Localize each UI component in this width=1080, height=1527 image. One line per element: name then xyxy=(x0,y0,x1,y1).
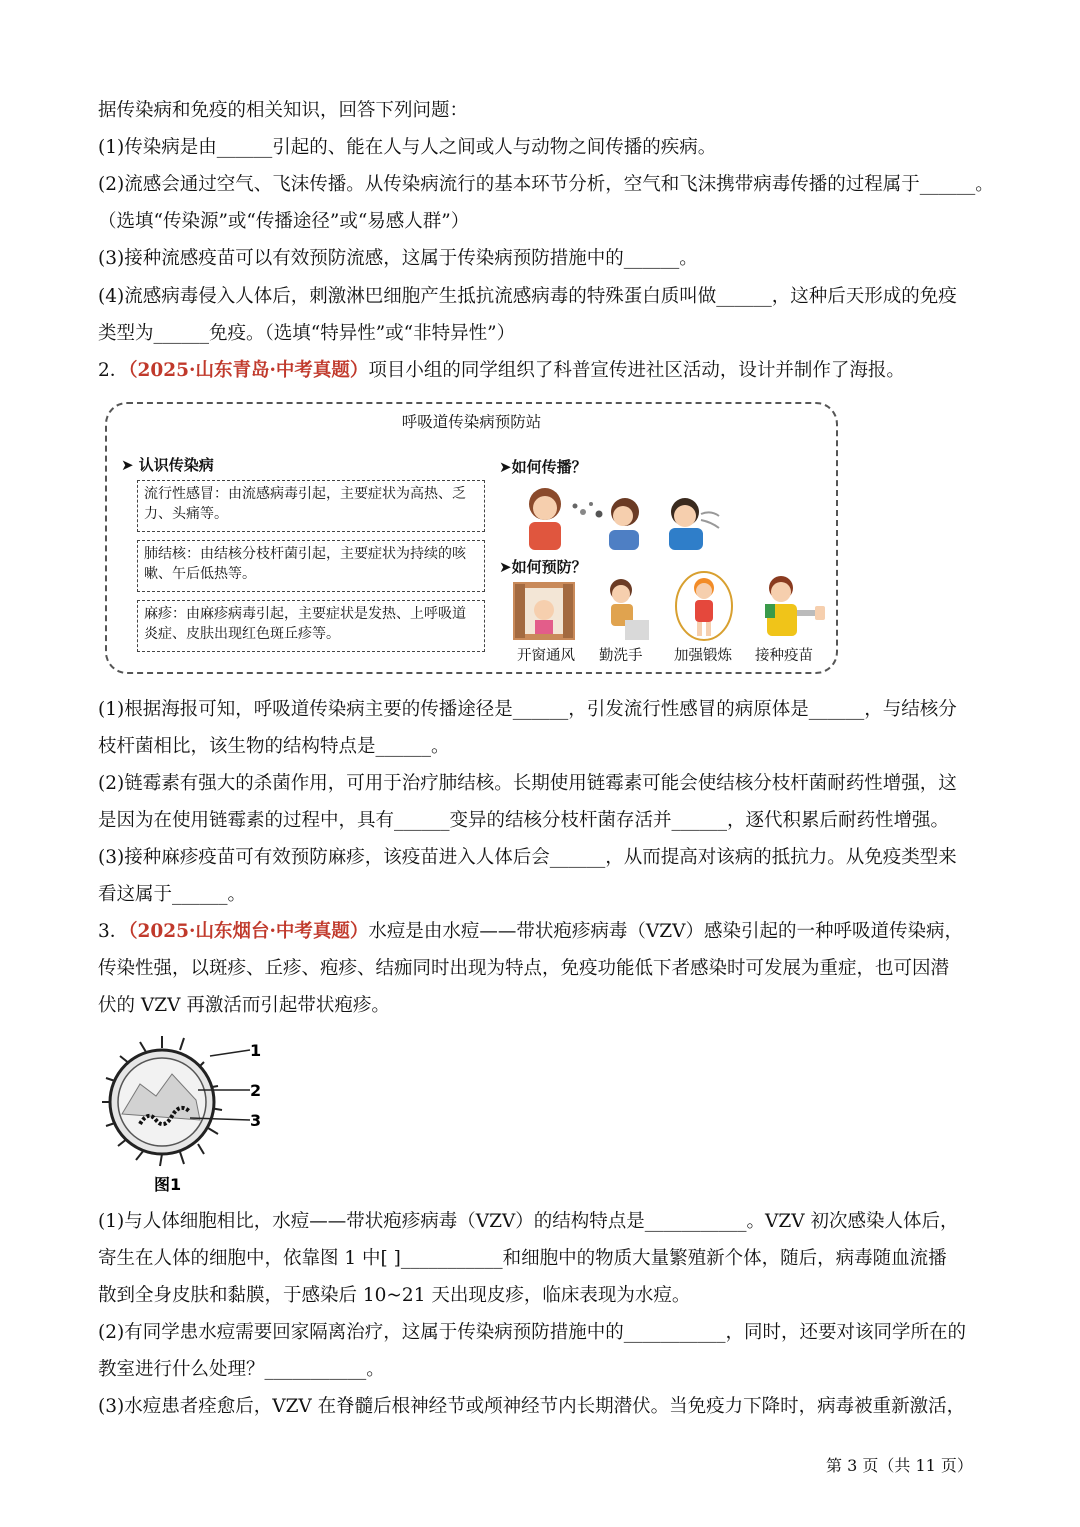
virus-label-1: 1 xyxy=(250,1041,262,1060)
q2-sub2b: 是因为在使用链霉素的过程中，具有______变异的结核分枝杆菌存活并______，逐代积累后耐药性增强。 xyxy=(98,810,950,831)
q2-sub1b: 枝杆菌相比，该生物的结构特点是______。 xyxy=(98,736,450,757)
q3-stem-c: 伏的 VZV 再激活而引起带状疱疹。 xyxy=(98,995,390,1016)
q2-sub3b: 看这属于______。 xyxy=(98,884,247,905)
q3-sub1b: 寄生在人体的细胞中，依靠图 1 中[ ]___________和细胞中的物质大量繁殖新个体，随后，病毒随血流播 xyxy=(98,1248,947,1269)
q3-sub1a: (1)与人体细胞相比，水痘——带状疱疹病毒（VZV）的结构特点是___________。VZV 初次感染人体后， xyxy=(98,1211,959,1232)
q1-sub2b: （选填“传染源”或“传播途径”或“易感人群”） xyxy=(98,211,470,232)
q1-sub3: (3)接种流感疫苗可以有效预防流感，这属于传染病预防措施中的______。 xyxy=(98,248,698,269)
poster xyxy=(105,402,838,674)
q3-sub2a: (2)有同学患水痘需要回家隔离治疗，这属于传染病预防措施中的___________，同时，还要对该同学所在的 xyxy=(98,1322,966,1343)
q1-sub2a: (2)流感会通过空气、飞沫传播。从传染病流行的基本环节分析，空气和飞沫携带病毒传播的过程属于______。 xyxy=(98,174,994,195)
q3-sub1c: 散到全身皮肤和黏膜，于感染后 10~21 天出现皮疹，临床表现为水痘。 xyxy=(98,1285,691,1306)
cartoon-wash-hands xyxy=(597,576,653,642)
q2-sub3a: (3)接种麻疹疫苗可有效预防麻疹，该疫苗进入人体后会______，从而提高对该病的抵抗力。从免疫类型来 xyxy=(98,847,957,868)
q3-sub2b: 教室进行什么处理？___________。 xyxy=(98,1359,385,1380)
q1-sub1: (1)传染病是由______引起的、能在人与人之间或人与动物之间传播的疾病。 xyxy=(98,137,717,158)
q3-number: 3． xyxy=(98,921,129,942)
poster-title: 呼吸道传染病预防站 xyxy=(401,413,542,431)
q3-source: （2025·山东烟台·中考真题） xyxy=(128,921,369,942)
caption-vaccine: 接种疫苗 xyxy=(755,648,813,664)
q2-sub2a: (2)链霉素有强大的杀菌作用，可用于治疗肺结核。长期使用链霉素可能会使结核分枝杆菌耐药性增强，这 xyxy=(98,773,957,794)
disease-box-flu: 流行性感冒：由流感病毒引起，主要症状为高热、乏力、头痛等。 xyxy=(137,480,485,532)
figure-caption: 图1 xyxy=(154,1175,182,1194)
q3-stem xyxy=(98,919,963,945)
disease-box-tb: 肺结核：由结核分枝杆菌引起，主要症状为持续的咳嗽、午后低热等。 xyxy=(137,540,485,592)
cartoon-vaccination xyxy=(757,570,829,642)
poster-spread-heading: ➤如何传播？ xyxy=(499,458,587,476)
cartoon-spread-coughing xyxy=(659,492,725,552)
poster-prevent-heading: ➤如何预防？ xyxy=(499,558,587,576)
cartoon-exercise xyxy=(673,570,735,642)
q2-stem-text: 项目小组的同学组织了科普宣传进社区活动，设计并制作了海报。 xyxy=(368,360,905,381)
virus-label-2: 2 xyxy=(250,1081,262,1100)
poster-left-heading: ➤ 认识传染病 xyxy=(121,456,214,474)
page-footer: 第 3 页（共 11 页） xyxy=(826,1456,973,1475)
cartoon-open-window xyxy=(511,580,577,642)
q1-intro: 据传染病和免疫的相关知识，回答下列问题： xyxy=(98,100,469,121)
q1-sub4b: 类型为______免疫。（选填“特异性”或“非特异性”） xyxy=(98,323,516,344)
q3-stem-a: 水痘是由水痘——带状疱疹病毒（VZV）感染引起的一种呼吸道传染病， xyxy=(368,921,963,942)
caption-wash-hands: 勤洗手 xyxy=(599,648,643,664)
q2-sub1a: (1)根据海报可知，呼吸道传染病主要的传播途径是______，引发流行性感冒的病原体是______，与结核分 xyxy=(98,699,957,720)
q3-sub3a: (3)水痘患者痊愈后，VZV 在脊髓后根神经节或颅神经节内长期潜伏。当免疫力下降时，病毒被重新激活， xyxy=(98,1396,966,1417)
q1-sub4a: (4)流感病毒侵入人体后，刺激淋巴细胞产生抵抗流感病毒的特殊蛋白质叫做______，这种后天形成的免疫 xyxy=(98,286,957,307)
virus-figure xyxy=(100,1034,270,1194)
caption-exercise: 加强锻炼 xyxy=(674,648,732,664)
virus-label-3: 3 xyxy=(250,1111,262,1130)
caption-open-window: 开窗通风 xyxy=(517,648,575,664)
q2-number: 2． xyxy=(98,360,129,381)
q2-stem xyxy=(98,358,905,384)
cartoon-spread-talking xyxy=(517,482,647,552)
q3-stem-b: 传染性强，以斑疹、丘疹、疱疹、结痂同时出现为特点，免疫功能低下者感染时可发展为重症，也可因潜 xyxy=(98,958,950,979)
q2-source: （2025·山东青岛·中考真题） xyxy=(128,360,369,381)
disease-box-measles: 麻疹：由麻疹病毒引起，主要症状是发热、上呼吸道炎症、皮肤出现红色斑丘疹等。 xyxy=(137,600,485,652)
